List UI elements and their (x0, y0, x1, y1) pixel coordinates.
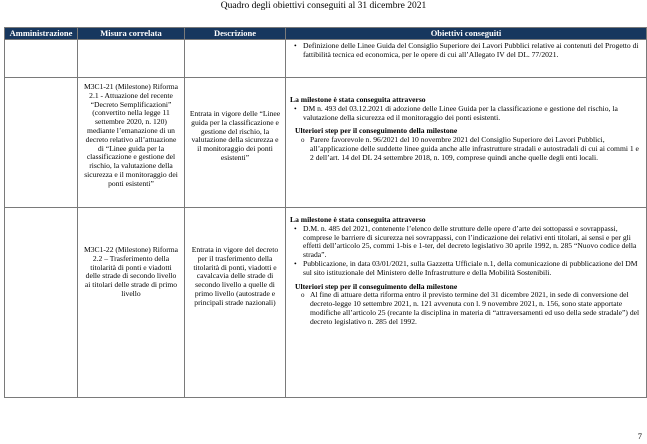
milestone-heading: La milestone è stata conseguita attraverso (290, 95, 426, 104)
cell-descrizione (185, 208, 286, 398)
bullet-item: • Pubblicazione, in data 03/01/2021, sulla Gazzetta Ufficiale n.1, della comunicazione di pubblicazione del DM sul sito istituzionale del Ministero delle Infrastrutture e della Mobilità Sostenibili. (303, 260, 642, 278)
cell-amministrazione (5, 78, 78, 208)
cell-amministrazione (5, 40, 78, 78)
cell-descrizione (185, 78, 286, 208)
sub-bullet-list (290, 291, 642, 326)
cell-misura (78, 40, 185, 78)
further-steps-heading: Ulteriori step per il conseguimento della milestone (295, 126, 458, 136)
bullet-list (290, 42, 642, 60)
objectives-table (4, 27, 647, 398)
cell-amministrazione (5, 208, 78, 398)
table-row (5, 208, 647, 398)
misura-text: M3C1-21 (Milestone) Riforma 2.1 - Attuazione del recente “Decreto Semplificazioni” (convertito nella legge 11 settembre 2020, n. 120) mediante l’emanazione di un decreto relativo all’attuazione di “Linee guida per la classificazione e gestione del rischio, la valutazione della sicurezza e il monitoraggio dei ponti esistenti” (83, 82, 179, 188)
misura-text: M3C1-22 (Milestone) Riforma 2.2 – Trasferimento della titolarità di ponti e viadotti delle strade di secondo livello ai titolari delle strade di primo livello (83, 245, 179, 298)
cell-misura (78, 208, 185, 398)
bullet-list (290, 225, 642, 278)
table-row (5, 78, 647, 208)
bullet-item: • DM n. 493 del 03.12.2021 di adozione delle Linee Guida per la classificazione e gestione del rischio, la valutazione della sicurezza ed il monitoraggio dei ponti esistenti. (303, 105, 642, 123)
cell-obiettivi (286, 78, 647, 208)
descrizione-text: Entrata in vigore del decreto per il trasferimento della titolarità di ponti, viadotti e cavalcavia delle strade di secondo livello a quelle di primo livello (autostrade e principali strade nazionali) (191, 245, 279, 307)
table-row (5, 40, 647, 78)
table-header-row (5, 28, 647, 40)
descrizione-text: Entrata in vigore delle “Linee guida per la classificazione e gestione del rischio, la valutazione della sicurezza e il monitoraggio dei ponti esistenti” (189, 109, 281, 162)
bullet-item: • Definizione delle Linee Guida del Consiglio Superiore dei Lavori Pubblici relative ai contenuti del Progetto di fattibilità tecnica ed economica, per le opere di cui all’Allegato IV del DL. 77/2021. (303, 42, 642, 60)
sub-bullet-list (290, 136, 642, 162)
cell-misura (78, 78, 185, 208)
header-misura: Misura correlata (78, 28, 185, 40)
further-steps-heading: Ulteriori step per il conseguimento della milestone (295, 281, 458, 291)
cell-obiettivi (286, 208, 647, 398)
bullet-item: • D.M. n. 485 del 2021, contenente l’elenco delle strutture delle opere d’arte dei sottopassi e sovrappassi, comprese le barriere di sicurezza nei sovrappassi, con l’indicazione dei relativi enti titolari, ai sensi e per gli effetti dell’articolo 25, commi 1-bis e 1-ter, del decreto legislativo 30 aprile 1992, n. 285 “Nuovo codice della strada”. (303, 225, 642, 260)
sub-bullet-item: o Parere favorevole n. 96/2021 del 10 novembre 2021 del Consiglio Superiore dei Lavori Pubblici, all’applicazione delle suddette linee guida anche alle infrastrutture stradali e autostradali di cui ai commi 1 e 2 dell’art. 14 del DL 24 settembre 2018, n. 109, comprese quindi anche quelle degli enti locali. (310, 136, 642, 162)
bullet-list (290, 105, 642, 123)
header-obiettivi: Obiettivi conseguiti (286, 28, 647, 40)
sub-bullet-item: o Al fine di attuare detta riforma entro il previsto termine del 31 dicembre 2021, in sede di conversione del decreto-legge 10 settembre 2021, n. 121 avvenuta con l. 9 novembre 2021, n. 156, sono state apportate modifiche all’articolo 25 (recante la disciplina in materia di “attraversamenti ed uso della sede stradale”) del decreto legislativo n. 285 del 1992. (310, 291, 642, 326)
page-number: 7 (637, 431, 642, 441)
page-title: Quadro degli obiettivi conseguiti al 31 dicembre 2021 (220, 1, 427, 11)
cell-descrizione (185, 40, 286, 78)
header-descrizione: Descrizione (185, 28, 286, 40)
header-amministrazione: Amministrazione (5, 28, 78, 40)
cell-obiettivi (286, 40, 647, 78)
milestone-heading: La milestone è stata conseguita attraverso (290, 215, 426, 224)
